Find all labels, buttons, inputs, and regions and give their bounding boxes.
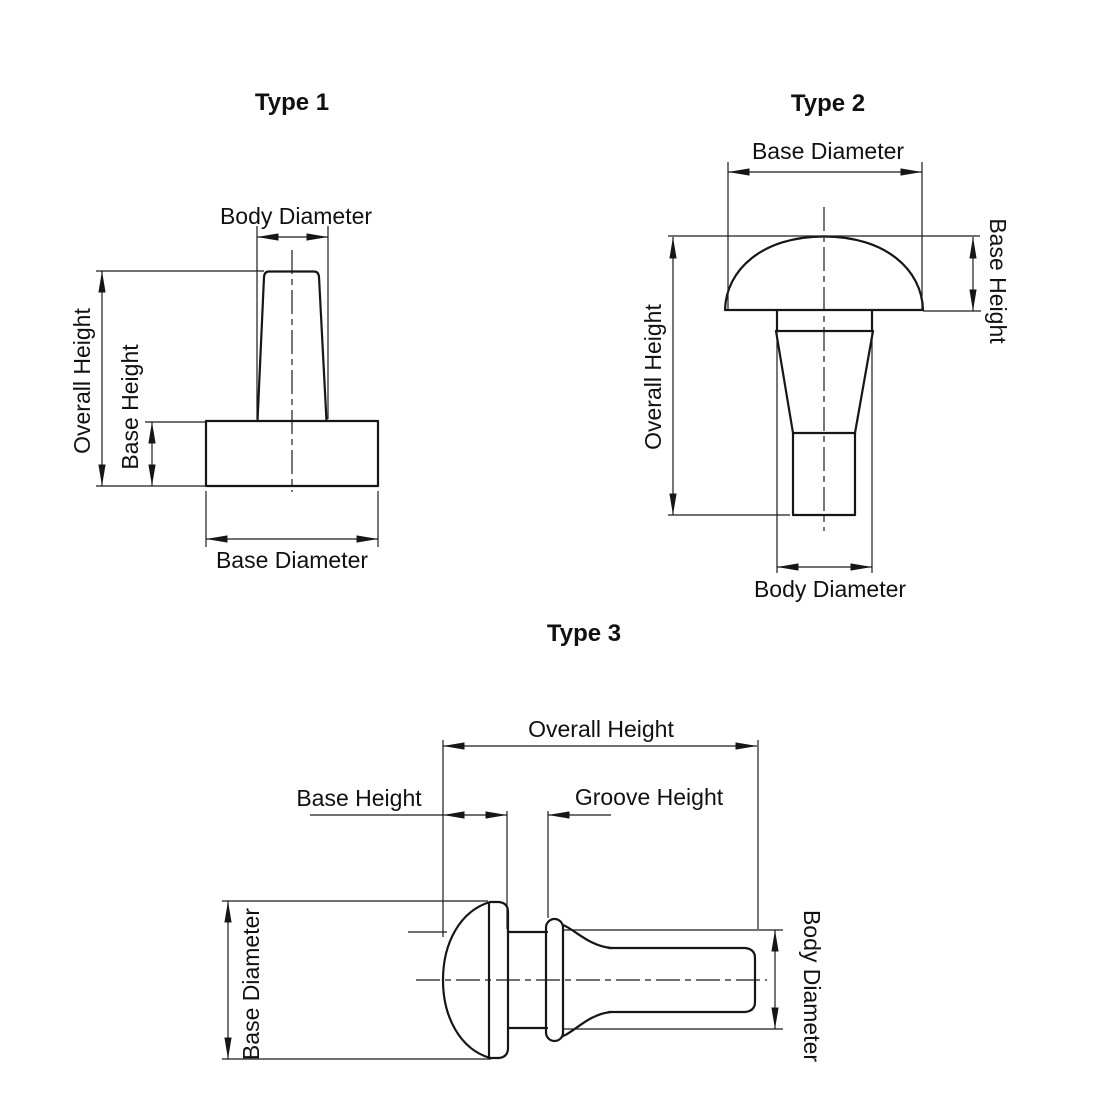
type2-dim-base-diameter — [728, 138, 922, 309]
type1-dim-base-height — [117, 344, 206, 486]
type1-title: Type 1 — [254, 89, 330, 116]
type2-dim-overall-height — [640, 237, 790, 515]
type1-dim-base-diameter — [206, 491, 378, 573]
type3-groove-height-label: Groove Height — [574, 784, 724, 810]
type3-flare-bottom — [563, 1012, 611, 1036]
type1-base-height-label: Base Height — [117, 344, 143, 470]
type3-body-diameter-label: Body Diameter — [799, 909, 825, 1063]
type3-dim-groove-height — [408, 784, 724, 932]
type1-dim-overall-height — [69, 271, 264, 486]
type1-dim-body-diameter — [220, 203, 372, 419]
type3-flare-top — [563, 925, 611, 948]
type2-body-diameter-label: Body Diameter — [753, 576, 907, 602]
type1-drawing — [69, 89, 378, 573]
type3-overall-height-label: Overall Height — [528, 716, 674, 742]
type3-base-diameter-label: Base Diameter — [238, 907, 264, 1061]
type2-overall-height-label: Overall Height — [640, 304, 666, 450]
type2-drawing — [640, 90, 1011, 602]
type1-body-diameter-label: Body Diameter — [219, 203, 373, 229]
type2-base-diameter-label: Base Diameter — [751, 138, 905, 164]
type3-base-height-label: Base Height — [296, 785, 422, 811]
type3-dim-overall-height — [443, 716, 758, 937]
type3-drawing — [222, 620, 825, 1062]
type1-base-diameter-label: Base Diameter — [215, 547, 369, 573]
type2-taper-left — [776, 331, 793, 433]
type2-title: Type 2 — [790, 90, 866, 117]
type2-base-height-label: Base Height — [985, 218, 1011, 344]
type2-taper-right — [855, 331, 873, 433]
type2-dim-base-height — [923, 218, 1011, 344]
type3-title: Type 3 — [546, 620, 622, 647]
type1-overall-height-label: Overall Height — [69, 308, 95, 454]
type3-dim-body-diameter — [564, 910, 825, 1062]
